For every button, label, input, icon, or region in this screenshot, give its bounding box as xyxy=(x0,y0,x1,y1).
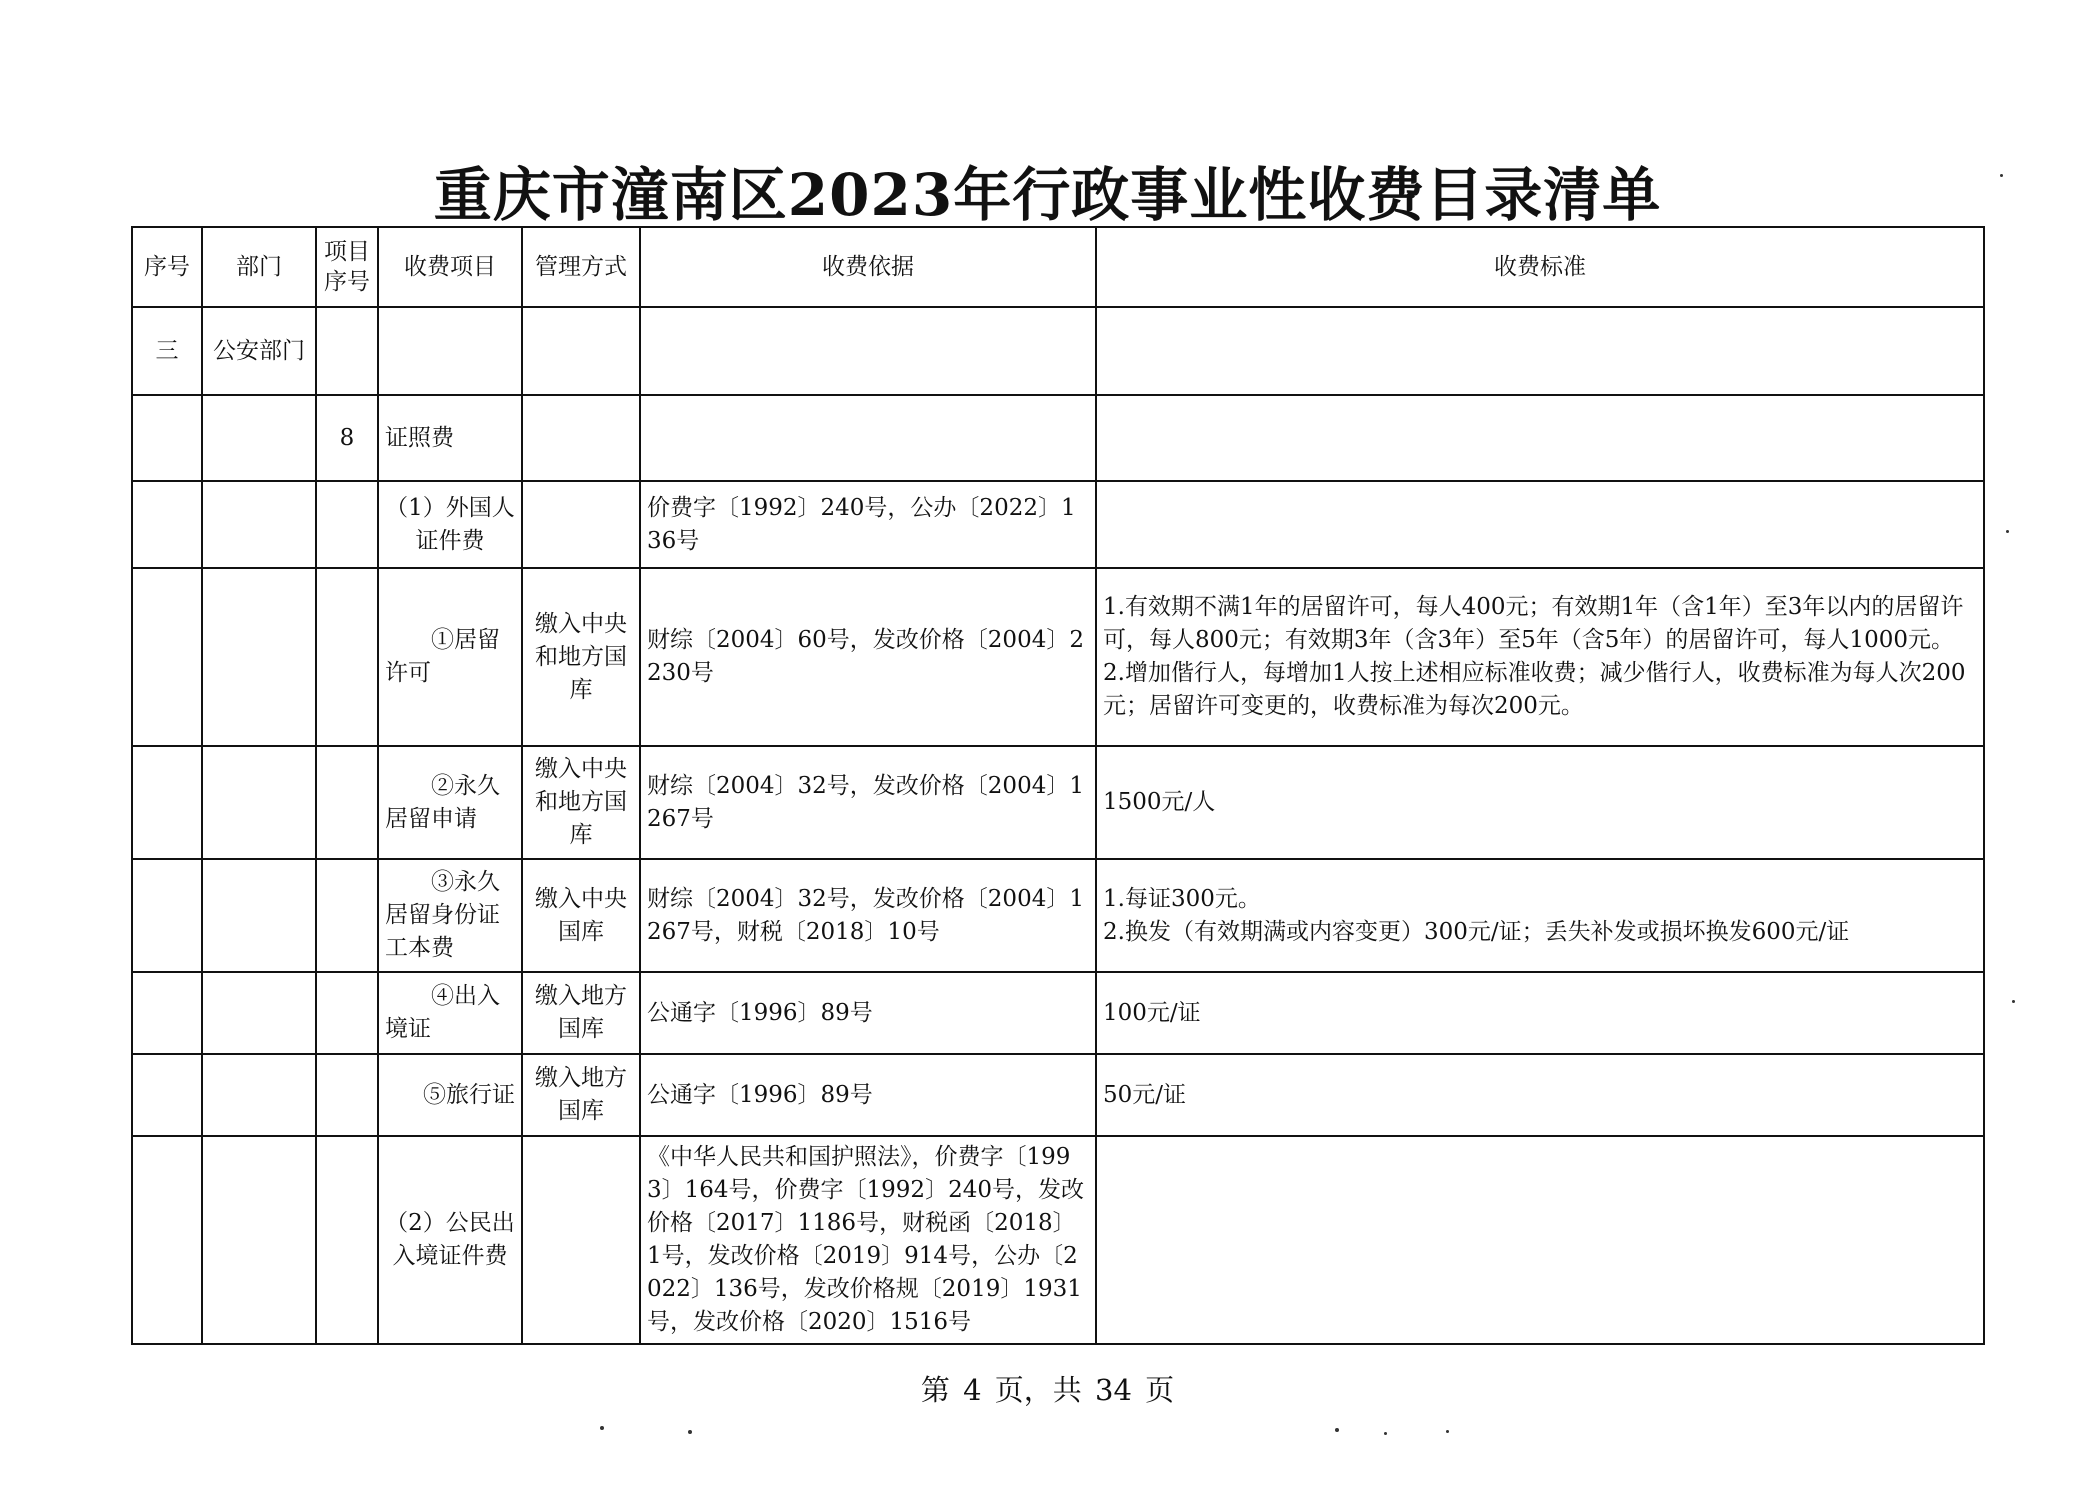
cell-dept xyxy=(202,1136,316,1344)
cell-item-seq: 8 xyxy=(316,395,378,481)
table-row xyxy=(132,1054,1984,1136)
cell-item-seq xyxy=(316,481,378,568)
cell-item: ⑤旅行证 xyxy=(378,1054,522,1136)
page-footer xyxy=(0,1368,2095,1409)
cell-seq xyxy=(132,1136,202,1344)
cell-dept xyxy=(202,1054,316,1136)
cell-basis: 价费字〔1992〕240号，公办〔2022〕136号 xyxy=(640,481,1096,568)
cell-basis: 财综〔2004〕60号，发改价格〔2004〕2230号 xyxy=(640,568,1096,746)
cell-standard: 100元/证 xyxy=(1096,972,1984,1054)
footer-total-pages: 34 xyxy=(1095,1373,1132,1407)
scan-speck xyxy=(1384,1432,1387,1435)
cell-dept xyxy=(202,746,316,859)
cell-standard: 50元/证 xyxy=(1096,1054,1984,1136)
cell-basis: 财综〔2004〕32号，发改价格〔2004〕1267号，财税〔2018〕10号 xyxy=(640,859,1096,972)
cell-item-seq xyxy=(316,972,378,1054)
cell-seq xyxy=(132,481,202,568)
scan-speck xyxy=(600,1426,604,1430)
cell-seq xyxy=(132,859,202,972)
table-row xyxy=(132,859,1984,972)
table-row xyxy=(132,568,1984,746)
scan-speck xyxy=(1335,1428,1339,1432)
cell-basis: 财综〔2004〕32号，发改价格〔2004〕1267号 xyxy=(640,746,1096,859)
cell-mgmt: 缴入中央国库 xyxy=(522,859,640,972)
header-basis: 收费依据 xyxy=(640,227,1096,307)
cell-basis: 公通字〔1996〕89号 xyxy=(640,1054,1096,1136)
cell-seq xyxy=(132,568,202,746)
cell-mgmt xyxy=(522,395,640,481)
cell-seq xyxy=(132,746,202,859)
footer-mid: 页，共 xyxy=(994,1373,1082,1407)
cell-standard: 1500元/人 xyxy=(1096,746,1984,859)
header-item: 收费项目 xyxy=(378,227,522,307)
fee-catalog-table xyxy=(131,226,1985,1345)
cell-dept xyxy=(202,972,316,1054)
cell-standard xyxy=(1096,395,1984,481)
cell-item-seq xyxy=(316,859,378,972)
cell-dept xyxy=(202,395,316,481)
cell-basis: 公通字〔1996〕89号 xyxy=(640,972,1096,1054)
cell-mgmt xyxy=(522,307,640,395)
cell-dept: 公安部门 xyxy=(202,307,316,395)
cell-item-seq xyxy=(316,746,378,859)
scan-speck xyxy=(2012,1000,2015,1003)
table-row xyxy=(132,307,1984,395)
cell-item: ③永久居留身份证工本费 xyxy=(378,859,522,972)
header-item-seq: 项目序号 xyxy=(316,227,378,307)
cell-standard xyxy=(1096,307,1984,395)
header-dept: 部门 xyxy=(202,227,316,307)
cell-basis: 《中华人民共和国护照法》，价费字〔1993〕164号，价费字〔1992〕240号，发改价格〔2017〕1186号，财税函〔2018〕1号，发改价格〔2019〕914号，公办〔2022〕136号，发改价格规〔2019〕1931号，发改价格〔2020〕1516号 xyxy=(640,1136,1096,1344)
cell-item-seq xyxy=(316,307,378,395)
cell-seq xyxy=(132,972,202,1054)
table-row xyxy=(132,481,1984,568)
cell-dept xyxy=(202,568,316,746)
table-row xyxy=(132,395,1984,481)
table-header-row xyxy=(132,227,1984,307)
footer-suffix: 页 xyxy=(1145,1373,1175,1407)
cell-item-seq xyxy=(316,1136,378,1344)
cell-mgmt: 缴入中央和地方国库 xyxy=(522,568,640,746)
cell-mgmt xyxy=(522,1136,640,1344)
cell-seq xyxy=(132,395,202,481)
scan-speck xyxy=(2006,530,2009,533)
table-row xyxy=(132,746,1984,859)
cell-item: 证照费 xyxy=(378,395,522,481)
cell-item: （1）外国人证件费 xyxy=(378,481,522,568)
header-standard: 收费标准 xyxy=(1096,227,1984,307)
scan-speck xyxy=(2000,174,2003,177)
cell-item xyxy=(378,307,522,395)
scan-speck xyxy=(688,1430,692,1434)
table-row xyxy=(132,1136,1984,1344)
cell-dept xyxy=(202,481,316,568)
cell-basis xyxy=(640,307,1096,395)
header-seq: 序号 xyxy=(132,227,202,307)
cell-standard xyxy=(1096,1136,1984,1344)
cell-item-seq xyxy=(316,568,378,746)
cell-mgmt xyxy=(522,481,640,568)
cell-basis xyxy=(640,395,1096,481)
cell-standard xyxy=(1096,481,1984,568)
cell-item: （2）公民出入境证件费 xyxy=(378,1136,522,1344)
cell-standard: 1.有效期不满1年的居留许可，每人400元；有效期1年（含1年）至3年以内的居留许可，每人800元；有效期3年（含3年）至5年（含5年）的居留许可，每人1000元。 2.增加偕行人，每增加1人按上述相应标准收费；减少偕行人，收费标准为每人次200元；居留许可变更的，收费标准为每次200元。 xyxy=(1096,568,1984,746)
cell-dept xyxy=(202,859,316,972)
cell-seq xyxy=(132,1054,202,1136)
cell-mgmt: 缴入地方国库 xyxy=(522,972,640,1054)
cell-item-seq xyxy=(316,1054,378,1136)
scan-speck xyxy=(1446,1430,1449,1433)
footer-prefix: 第 xyxy=(920,1373,950,1407)
cell-mgmt: 缴入地方国库 xyxy=(522,1054,640,1136)
cell-mgmt: 缴入中央和地方国库 xyxy=(522,746,640,859)
cell-item: ②永久居留申请 xyxy=(378,746,522,859)
footer-page-number: 4 xyxy=(963,1373,982,1407)
cell-standard: 1.每证300元。 2.换发（有效期满或内容变更）300元/证；丢失补发或损坏换发600元/证 xyxy=(1096,859,1984,972)
cell-item: ①居留许可 xyxy=(378,568,522,746)
header-mgmt: 管理方式 xyxy=(522,227,640,307)
table-row xyxy=(132,972,1984,1054)
cell-seq: 三 xyxy=(132,307,202,395)
page-title: 重庆市潼南区2023年行政事业性收费目录清单 xyxy=(433,161,1662,229)
cell-item: ④出入境证 xyxy=(378,972,522,1054)
